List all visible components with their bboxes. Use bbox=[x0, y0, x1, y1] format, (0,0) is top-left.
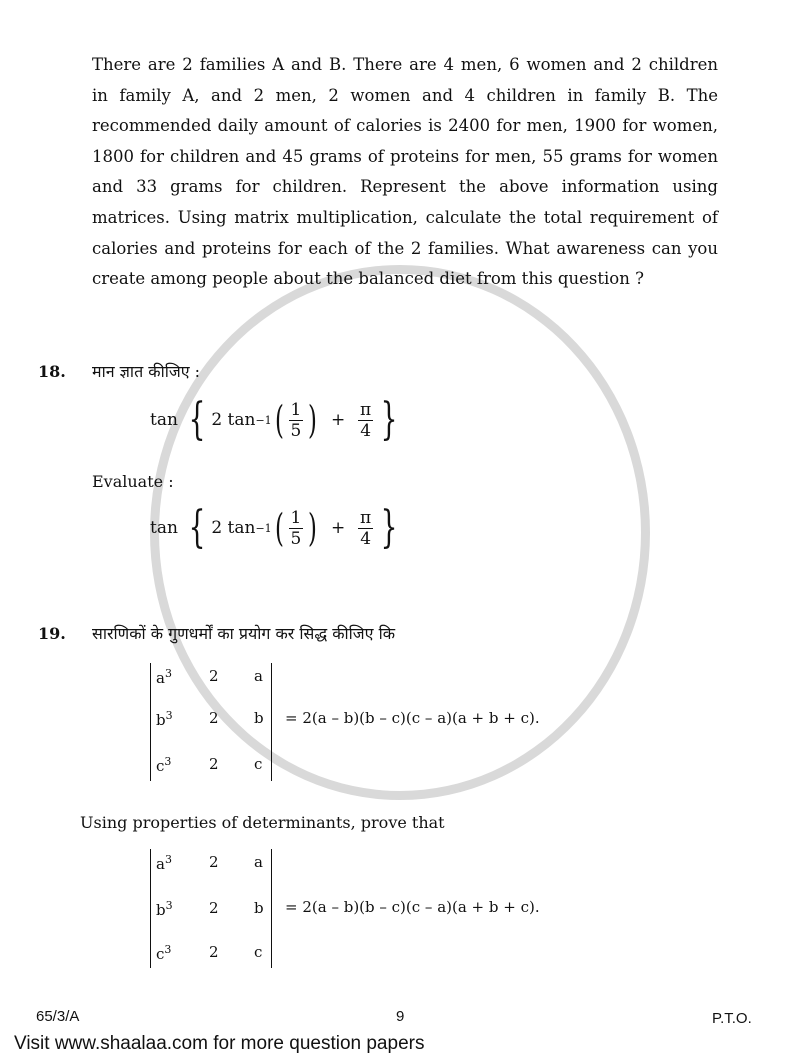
question-19-hindi: सारणिकों के गुणधर्मों का प्रयोग कर सिद्ध कीजिए कि bbox=[92, 624, 396, 643]
determinant bbox=[150, 663, 272, 781]
fraction bbox=[289, 508, 304, 549]
cell: 2 bbox=[209, 853, 219, 871]
denominator: 4 bbox=[360, 420, 372, 441]
question-17-text bbox=[92, 50, 718, 295]
question-19-number: 19. bbox=[38, 624, 66, 643]
inner-text: 2 tan bbox=[211, 518, 256, 538]
fraction bbox=[358, 508, 373, 549]
denominator: 5 bbox=[290, 528, 302, 549]
paper-code: 65/3/A bbox=[36, 1008, 80, 1025]
superscript: −1 bbox=[255, 521, 272, 535]
text-line: There are 2 families A and B. There are 4 men, 6 women and 2 children bbox=[92, 55, 718, 74]
denominator: 4 bbox=[360, 528, 372, 549]
right-brace: } bbox=[380, 502, 398, 553]
text-line: and 33 grams for children. Represent the above information using bbox=[92, 177, 718, 197]
plus: + bbox=[330, 410, 346, 430]
right-paren: ) bbox=[308, 506, 318, 550]
cell: $a^3$ bbox=[156, 667, 172, 687]
plus: + bbox=[330, 518, 346, 538]
text-line: create among people about the balanced diet from this question ? bbox=[92, 269, 644, 289]
numerator: 1 bbox=[290, 507, 302, 528]
right-brace: } bbox=[380, 394, 398, 445]
tan-text: tan bbox=[150, 410, 178, 430]
visit-link[interactable]: Visit www.shaalaa.com for more question papers bbox=[14, 1033, 425, 1054]
text-line: recommended daily amount of calories is 2400 for men, 1900 for women, bbox=[92, 116, 718, 136]
cell: 2 bbox=[209, 899, 219, 917]
cell: c bbox=[254, 755, 263, 773]
denominator: 5 bbox=[290, 420, 302, 441]
fraction bbox=[358, 400, 373, 441]
text-line: matrices. Using matrix multiplication, calculate the total requirement of bbox=[92, 207, 718, 227]
determinant bbox=[150, 849, 272, 968]
math-expression-hindi bbox=[150, 394, 403, 445]
left-brace: { bbox=[188, 502, 206, 553]
math-expression-english bbox=[150, 502, 403, 553]
cell: $b^3$ bbox=[156, 899, 173, 919]
cell: $a^3$ bbox=[156, 853, 172, 873]
cell: a bbox=[254, 667, 263, 685]
question-19-english: Using properties of determinants, prove that bbox=[80, 813, 445, 832]
left-paren: ( bbox=[274, 398, 284, 442]
left-brace: { bbox=[188, 394, 206, 445]
question-18-hindi: मान ज्ञात कीजिए : bbox=[92, 362, 201, 381]
cell: 2 bbox=[209, 709, 219, 727]
fraction bbox=[289, 400, 304, 441]
question-18-number: 18. bbox=[38, 362, 66, 381]
question-18-english: Evaluate : bbox=[92, 472, 174, 491]
text-line: in family A, and 2 men, 2 women and 4 children in family B. The bbox=[92, 85, 718, 105]
tan-text: tan bbox=[150, 518, 178, 538]
equation-rhs: = 2(a – b)(b – c)(c – a)(a + b + c). bbox=[285, 898, 540, 916]
left-paren: ( bbox=[274, 506, 284, 550]
text-line: calories and proteins for each of the 2 families. What awareness can you bbox=[92, 238, 718, 258]
cell: $c^3$ bbox=[156, 755, 172, 775]
cell: b bbox=[254, 709, 264, 727]
numerator: π bbox=[360, 399, 372, 420]
text-line: 1800 for children and 45 grams of proteins for men, 55 grams for women bbox=[92, 146, 718, 166]
right-paren: ) bbox=[308, 398, 318, 442]
cell: 2 bbox=[209, 667, 219, 685]
cell: b bbox=[254, 899, 264, 917]
inner-text: 2 tan bbox=[211, 410, 256, 430]
numerator: 1 bbox=[290, 399, 302, 420]
cell: 2 bbox=[209, 943, 219, 961]
cell: $c^3$ bbox=[156, 943, 172, 963]
equation-rhs: = 2(a – b)(b – c)(c – a)(a + b + c). bbox=[285, 709, 540, 727]
cell: c bbox=[254, 943, 263, 961]
page-number: 9 bbox=[396, 1008, 405, 1025]
pto-label: P.T.O. bbox=[712, 1010, 752, 1027]
superscript: −1 bbox=[255, 413, 272, 427]
cell: a bbox=[254, 853, 263, 871]
numerator: π bbox=[360, 507, 372, 528]
cell: $b^3$ bbox=[156, 709, 173, 729]
cell: 2 bbox=[209, 755, 219, 773]
